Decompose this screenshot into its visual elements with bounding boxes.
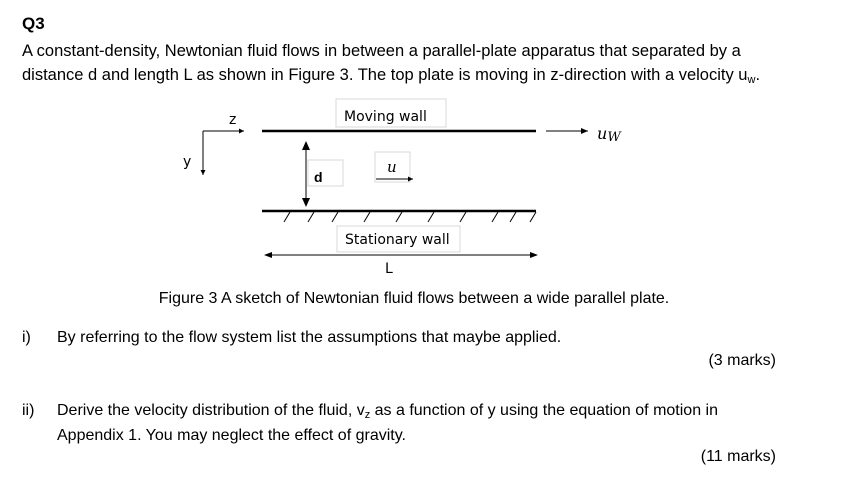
part-ii-line-1: Derive the velocity distribution of the fluid, vz as a function of y using the equation of motion in <box>57 402 718 421</box>
part-ii-line-2: Appendix 1. You may neglect the effect of gravity. <box>57 427 406 444</box>
velocity-subscript: w <box>747 74 756 86</box>
part-i-marks: (3 marks) <box>708 352 776 369</box>
moving-wall-label: Moving wall <box>344 109 427 125</box>
fluid-velocity-label: u <box>387 158 397 176</box>
wall-hatching <box>284 212 536 222</box>
vz-subscript: z <box>364 409 371 421</box>
part-ii-text <box>57 399 787 448</box>
intro-line-2: distance d and length L as shown in Figure 3. The top plate is moving in z-direction with a velocity uw. <box>22 66 761 86</box>
y-axis-label: y <box>183 154 192 170</box>
part-i-label: i) <box>22 329 31 346</box>
coordinate-axes <box>203 131 244 175</box>
part-ii-marks: (11 marks) <box>700 448 776 465</box>
stationary-wall-label: Stationary wall <box>345 232 450 248</box>
gap-label: d <box>314 169 323 185</box>
wall-velocity-label: uW <box>597 124 621 145</box>
z-axis-label: z <box>229 112 237 128</box>
figure-caption: Figure 3 A sketch of Newtonian fluid flows between a wide parallel plate. <box>158 290 670 307</box>
length-label: L <box>385 261 393 277</box>
part-ii-label: ii) <box>22 402 35 419</box>
part-i-text: By referring to the flow system list the assumptions that maybe applied. <box>57 329 562 346</box>
question-number: Q3 <box>22 14 45 33</box>
intro-line-1: A constant-density, Newtonian fluid flows in between a parallel-plate apparatus that separated by a <box>22 42 741 60</box>
